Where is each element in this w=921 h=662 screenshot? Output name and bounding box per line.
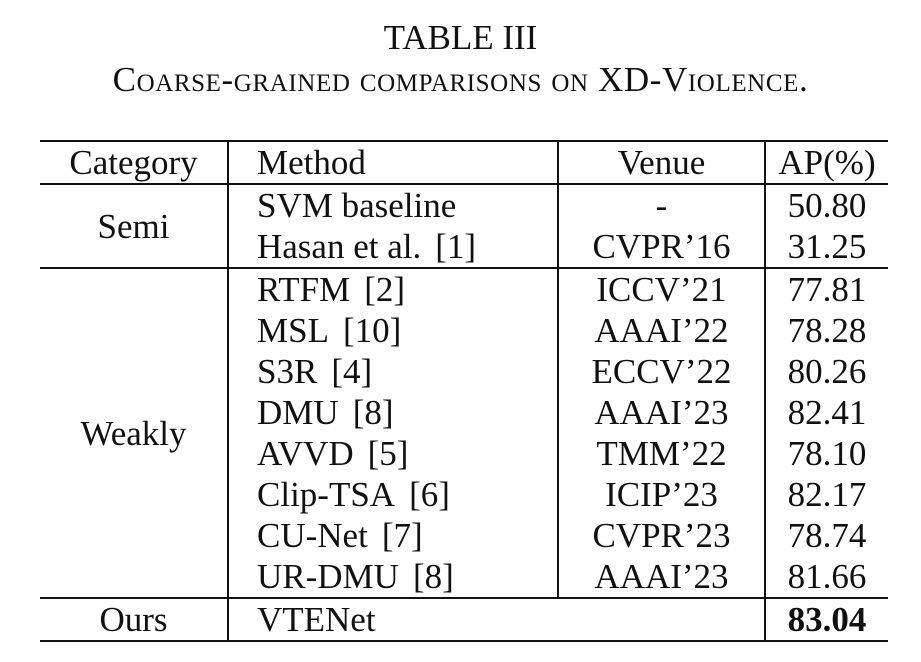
group-semi (40, 184, 888, 268)
method-cell (228, 184, 558, 226)
header-category: Category (40, 141, 228, 184)
citation-ref: [4] (331, 352, 373, 391)
venue-cell: CVPR’16 (558, 226, 765, 268)
ap-cell: 81.66 (787, 557, 867, 596)
ap-cell: 78.28 (787, 311, 867, 350)
ap-cell: 50.80 (787, 186, 867, 225)
method-cell (228, 392, 558, 433)
venue-cell: AAAI’22 (558, 310, 765, 351)
method-name: Clip-TSA (257, 475, 396, 514)
citation-ref: [7] (381, 516, 423, 555)
method-cell (228, 433, 558, 474)
category-cell: Ours (40, 598, 228, 641)
method-name: DMU (257, 393, 339, 432)
venue-cell: ICCV’21 (558, 268, 765, 310)
citation-ref: [6] (409, 475, 450, 514)
method-cell (228, 351, 558, 392)
header-ap: AP(%) (778, 143, 876, 182)
citation-ref: [5] (367, 434, 409, 473)
method-name: AVVD (257, 434, 354, 473)
method-name: VTENet (257, 600, 376, 639)
venue-cell: AAAI’23 (558, 392, 765, 433)
table-row (40, 598, 888, 641)
venue-cell: - (558, 184, 765, 226)
method-name: SVM baseline (257, 186, 457, 225)
method-name: RTFM (257, 270, 351, 309)
table-row (40, 268, 888, 310)
citation-ref: [8] (352, 393, 394, 432)
method-cell (228, 310, 558, 351)
citation-ref: [8] (412, 557, 454, 596)
method-cell (228, 226, 558, 268)
table-subtitle: Coarse-grained comparisons on XD-Violence. (112, 60, 809, 99)
method-name: Hasan et al. (257, 227, 422, 266)
method-name: UR-DMU (257, 557, 399, 596)
ap-cell: 77.81 (787, 270, 867, 309)
method-name: S3R (257, 352, 318, 391)
group-ours (40, 598, 888, 641)
ap-cell: 31.25 (787, 227, 867, 266)
method-cell (228, 268, 558, 310)
citation-ref: [10] (342, 311, 402, 350)
venue-cell: ICIP’23 (558, 474, 765, 515)
ap-cell-best: 83.04 (787, 600, 867, 639)
table-title: TABLE III (383, 18, 538, 57)
method-name: MSL (257, 311, 329, 350)
ap-cell: 82.17 (787, 475, 867, 514)
citation-ref: [2] (364, 270, 406, 309)
method-cell (228, 556, 558, 598)
table-row (40, 184, 888, 226)
ap-cell: 78.74 (787, 516, 867, 555)
venue-cell: ECCV’22 (558, 351, 765, 392)
method-name: CU-Net (257, 516, 368, 555)
ap-cell: 80.26 (787, 352, 867, 391)
category-cell: Semi (40, 184, 228, 268)
venue-cell: TMM’22 (558, 433, 765, 474)
group-weakly (40, 268, 888, 598)
method-cell (228, 474, 558, 515)
header-row (40, 141, 888, 184)
venue-cell: AAAI’23 (558, 556, 765, 598)
method-cell (228, 598, 765, 641)
method-cell (228, 515, 558, 556)
citation-ref: [1] (435, 227, 477, 266)
ap-cell: 78.10 (787, 434, 867, 473)
category-cell: Weakly (40, 268, 228, 598)
venue-cell: CVPR’23 (558, 515, 765, 556)
header-venue: Venue (558, 141, 765, 184)
results-table (40, 140, 888, 642)
ap-cell: 82.41 (787, 393, 867, 432)
header-method: Method (228, 141, 558, 184)
